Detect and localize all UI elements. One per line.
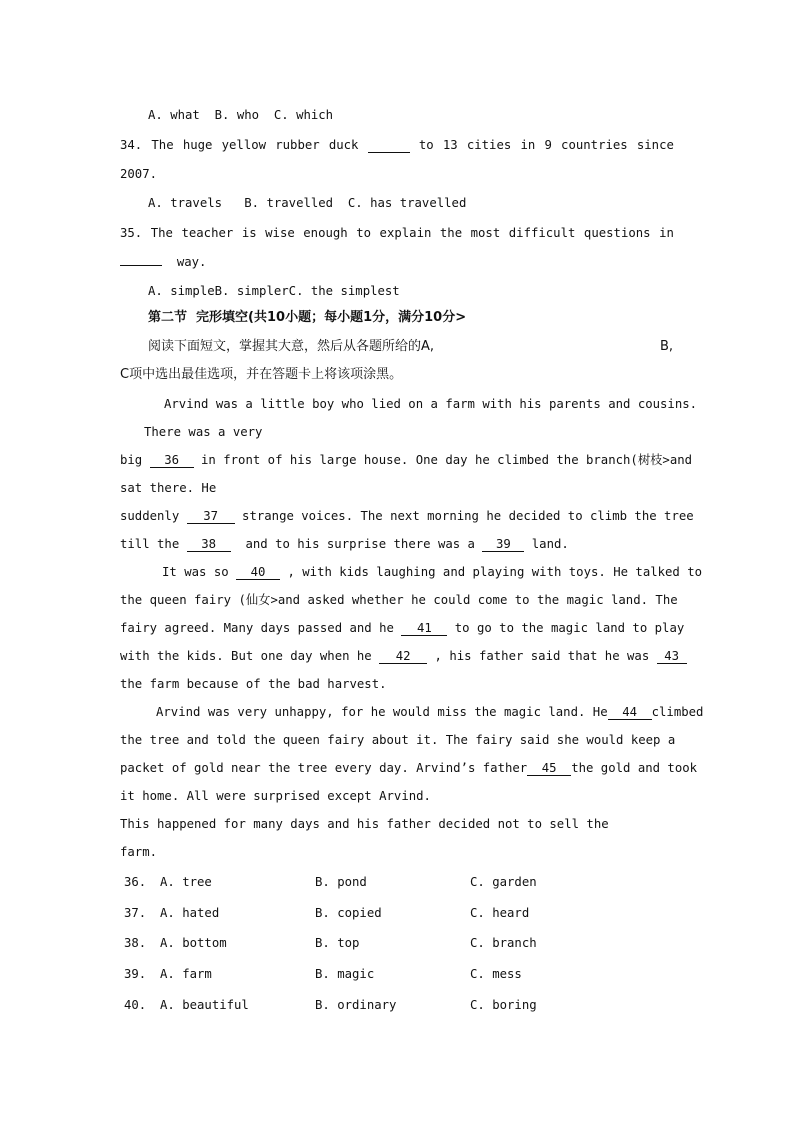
blank-45: 45 xyxy=(527,761,571,776)
choice-row: 39. A. farm B. magic C. mess xyxy=(124,967,522,981)
passage-line: sat there. He xyxy=(120,481,217,495)
section-instruction-a: 阅读下面短文，掌握其大意，然后从各题所给的A, xyxy=(148,339,435,354)
section-instruction-c: C项中选出最佳选项，并在答题卡上将该项涂黑。 xyxy=(120,367,403,382)
q34-options: A. travels B. travelled C. has travelled xyxy=(148,196,467,210)
passage-line: packet of gold near the tree every day. Arvind’s father 45 the gold and took xyxy=(120,761,698,775)
q35-number: 35. xyxy=(120,226,143,240)
passage-line: the farm because of the bad harvest. xyxy=(120,677,387,691)
q34-stem-line2: 2007. xyxy=(120,167,158,181)
blank-41: 41 xyxy=(401,621,447,636)
blank-37: 37 xyxy=(187,509,235,524)
passage-line: suddenly 37 strange voices. The next morning he decided to climb the tree xyxy=(120,509,694,523)
q35-blank xyxy=(120,265,162,266)
passage-line: farm. xyxy=(120,845,158,859)
section-instruction-b: B, xyxy=(660,339,674,354)
passage-line: This happened for many days and his father decided not to sell the xyxy=(120,817,609,831)
blank-44: 44 xyxy=(608,705,652,720)
blank-42: 42 xyxy=(379,649,427,664)
passage-line: fairy agreed. Many days passed and he 41 to go to the magic land to play xyxy=(120,621,685,635)
blank-43: 43 xyxy=(657,649,687,664)
passage-line: till the 38 and to his surprise there was a 39 land. xyxy=(120,537,569,551)
passage-line: the queen fairy (仙女>and asked whether he could come to the magic land. The xyxy=(120,593,678,607)
q34-number: 34. xyxy=(120,138,143,152)
choice-row: 37. A. hated B. copied C. heard xyxy=(124,906,530,920)
choice-row: 40. A. beautiful B. ordinary C. boring xyxy=(124,998,537,1012)
passage-line: big 36 in front of his large house. One day he climbed the branch(树枝>and xyxy=(120,453,693,467)
passage-line: It was so 40 , with kids laughing and playing with toys. He talked to xyxy=(162,565,703,579)
choice-row: 38. A. bottom B. top C. branch xyxy=(124,936,537,950)
q35-stem-line2: way. xyxy=(120,254,206,270)
q35-stem: 35. The teacher is wise enough to explain the most difficult questions in xyxy=(120,226,674,240)
blank-38: 38 xyxy=(187,537,231,552)
passage-line: the tree and told the queen fairy about it. The fairy said she would keep a xyxy=(120,733,676,747)
passage-line: Arvind was a little boy who lied on a farm with his parents and cousins. xyxy=(164,397,698,411)
q33-options: A. what B. who C. which xyxy=(148,108,334,122)
blank-39: 39 xyxy=(482,537,524,552)
passage-line: with the kids. But one day when he 42 , his father said that he was 43 xyxy=(120,648,687,664)
choice-row: 36. A. tree B. pond C. garden xyxy=(124,875,537,889)
section-title: 第二节 完形填空(共10小题；每小题1分，满分10分> xyxy=(148,310,467,325)
passage-line: it home. All were surprised except Arvind. xyxy=(120,789,431,803)
blank-36: 36 xyxy=(150,453,194,468)
q34-blank xyxy=(368,137,410,153)
q34-stem: 34. The huge yellow rubber duck to 13 cities in 9 countries since xyxy=(120,138,674,152)
q35-options: A. simpleB. simplerC. the simplest xyxy=(148,284,400,298)
passage-line: Arvind was very unhappy, for he would miss the magic land. He 44 climbed xyxy=(156,705,704,719)
passage-line: There was a very xyxy=(144,425,263,439)
blank-40: 40 xyxy=(236,565,280,580)
